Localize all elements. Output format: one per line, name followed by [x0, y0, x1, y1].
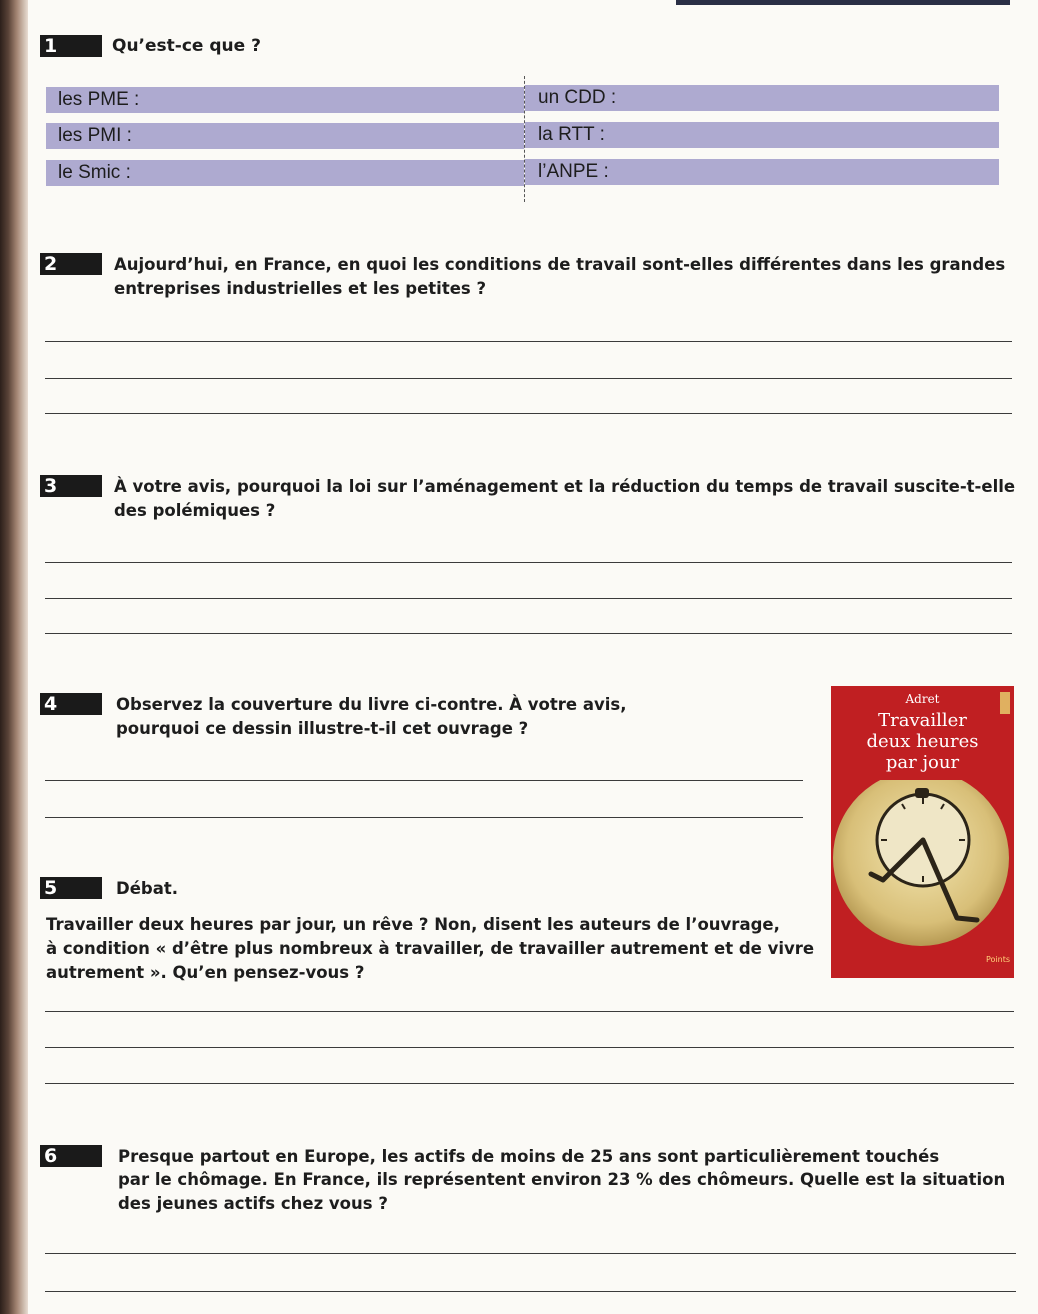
- term-anpe: l’ANPE :: [538, 161, 609, 182]
- answer-line: [45, 413, 1012, 414]
- answer-line: [45, 378, 1012, 379]
- question-5-line-2: à condition « d’être plus nombreux à travailler, de travailler autrement et de vivre: [46, 939, 815, 958]
- question-5-line-1: Travailler deux heures par jour, un rêve ? Non, disent les auteurs de l’ouvrage,: [46, 915, 780, 934]
- question-6-line-2: par le chômage. En France, ils représentent environ 23 % des chômeurs. Quelle est la situation: [118, 1170, 1006, 1189]
- term-smic: le Smic :: [58, 162, 131, 183]
- question-1-title: Qu’est-ce que ?: [112, 36, 261, 56]
- book-cover: [831, 686, 1014, 978]
- question-4-number: 4: [40, 693, 102, 715]
- term-cdd: un CDD :: [538, 87, 617, 108]
- question-4-line-1: Observez la couverture du livre ci-contre. À votre avis,: [116, 695, 627, 714]
- page-edge: [0, 0, 28, 1314]
- answer-line: [45, 562, 1012, 563]
- question-1-number: 1: [40, 35, 102, 57]
- question-6-line-1: Presque partout en Europe, les actifs de moins de 25 ans sont particulièrement touchés: [118, 1147, 940, 1166]
- question-6-line-3: des jeunes actifs chez vous ?: [118, 1194, 388, 1213]
- term-pme: les PME :: [58, 89, 140, 110]
- term-separator: [524, 76, 525, 202]
- answer-line: [45, 817, 803, 818]
- question-6-number: 6: [40, 1145, 102, 1167]
- answer-line: [45, 633, 1012, 634]
- question-2-line-2: entreprises industrielles et les petites ?: [114, 279, 487, 298]
- question-3-line-1: À votre avis, pourquoi la loi sur l’aménagement et la réduction du temps de travail suscite-t-elle: [114, 477, 1016, 496]
- question-3-line-2: des polémiques ?: [114, 501, 276, 520]
- answer-line: [45, 1083, 1014, 1084]
- book-title-line-1: Travailler: [878, 710, 967, 731]
- book-title-line-3: par jour: [885, 752, 960, 773]
- question-5-line-3: autrement ». Qu’en pensez-vous ?: [46, 963, 365, 982]
- question-5-title: Débat.: [116, 879, 178, 898]
- header-bar: [676, 0, 1010, 5]
- question-2-number: 2: [40, 253, 102, 275]
- term-pmi: les PMI :: [58, 125, 132, 146]
- book-author: Adret: [905, 692, 940, 706]
- clock-illustration: [831, 780, 1014, 978]
- answer-line: [45, 1047, 1014, 1048]
- question-5-number: 5: [40, 877, 102, 899]
- answer-line: [45, 1253, 1016, 1254]
- term-rtt: la RTT :: [538, 124, 605, 145]
- answer-line: [45, 341, 1012, 342]
- book-title-line-2: deux heures: [866, 731, 979, 752]
- answer-line: [45, 598, 1012, 599]
- question-2-line-1: Aujourd’hui, en France, en quoi les conditions de travail sont-elles différentes dans les grandes: [114, 255, 1006, 274]
- question-4-line-2: pourquoi ce dessin illustre-t-il cet ouvrage ?: [116, 719, 529, 738]
- book-title: [831, 710, 1014, 773]
- clock-crown: [915, 788, 929, 798]
- question-3-number: 3: [40, 475, 102, 497]
- answer-line: [45, 1011, 1014, 1012]
- answer-line: [45, 780, 803, 781]
- publisher-logo: Points: [985, 955, 1010, 964]
- answer-line: [45, 1291, 1016, 1292]
